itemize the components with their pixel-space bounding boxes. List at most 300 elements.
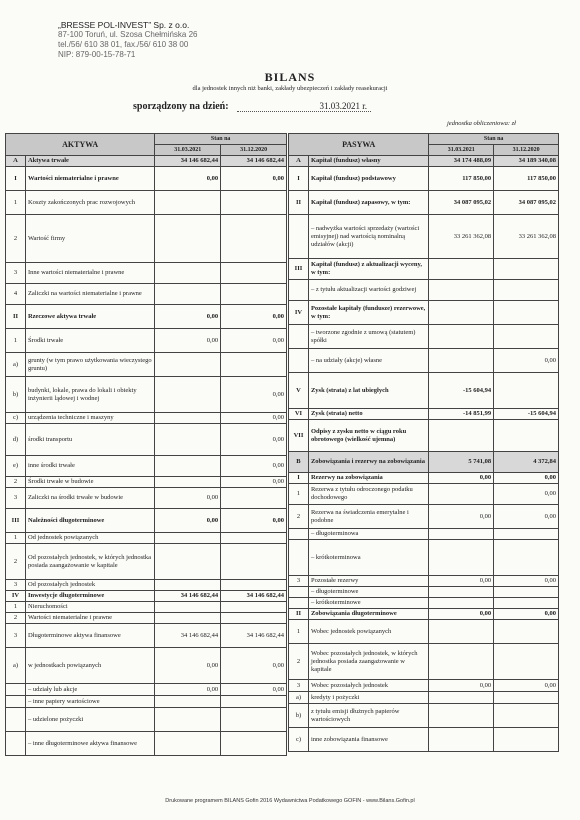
asset-row-label: Inne wartości niematerialne i prawne [25,263,154,284]
asset-row [6,353,287,377]
asset-row-number: c) [6,413,26,424]
liability-row-label: – nadwyżka wartości sprzedaży (wartości emisyjnej) nad wartością nominalną udziałów (akcji) [308,215,428,259]
liability-row-value-current [429,280,494,301]
asset-row-number: e) [6,456,26,477]
asset-row-value-previous [221,708,287,732]
asset-row-value-previous [221,613,287,624]
asset-row-value-previous: 0,00 [221,684,287,696]
asset-row-value-current: 0,00 [155,167,221,191]
liability-row-value-current: -14 851,99 [429,409,494,420]
liability-row-number: V [289,373,309,409]
liability-row-number: 2 [289,505,309,529]
asset-row-value-current [155,263,221,284]
asset-row [6,648,287,684]
liability-row [289,609,559,620]
asset-row-number: 1 [6,602,26,613]
liability-row-value-previous [494,420,559,452]
liability-row [289,587,559,598]
liability-row-value-current [429,420,494,452]
liability-row-value-current: -15 604,94 [429,373,494,409]
asset-row-label: inne środki trwałe [25,456,154,477]
asset-row-label: Od jednostek powiązanych [25,533,154,544]
asset-row-label: Inwestycje długoterminowe [25,591,154,602]
asset-row-number [6,708,26,732]
asset-row-value-previous: 0,00 [221,648,287,684]
liability-row-number [289,215,309,259]
asset-row-value-previous [221,353,287,377]
liability-row-value-current [429,259,494,280]
asset-row [6,533,287,544]
asset-row [6,167,287,191]
liability-row-value-previous: 0,00 [494,680,559,692]
asset-row-label: środki transportu [25,424,154,456]
liability-row-value-current: 5 741,08 [429,452,494,473]
document-subtitle: dla jednostek innych niż banki, zakłady ubezpieczeń i zakłady reasekuracji [192,85,388,92]
asset-row-value-previous: 0,00 [221,456,287,477]
liability-row-value-previous: 34 087 095,02 [494,191,559,215]
asset-row [6,624,287,648]
asset-row-number: 1 [6,533,26,544]
liability-row-value-previous [494,692,559,704]
liability-row [289,409,559,420]
liability-row-value-previous [494,644,559,680]
liability-row-label: – z tytułu aktualizacji wartości godziwej [308,280,428,301]
company-address: 87-100 Toruń, ul. Szosa Chełmińska 26 [58,30,198,39]
asset-row-number: 2 [6,215,26,263]
company-nip: NIP: 879-00-15-78-71 [58,50,136,59]
units-note: jednostka obliczeniowa: zł [447,120,516,127]
liability-row-number [289,280,309,301]
asset-row-value-current: 0,00 [155,488,221,509]
asset-row-value-previous [221,696,287,708]
liability-row [289,728,559,752]
asset-row-label: w jednostkach powiązanych [25,648,154,684]
asset-row-value-current [155,456,221,477]
asset-row-value-current [155,580,221,591]
liability-row-value-previous [494,529,559,540]
asset-row-label: urządzenia techniczne i maszyny [25,413,154,424]
liability-row-value-current: 0,00 [429,576,494,587]
asset-row-number: b) [6,377,26,413]
liability-row [289,420,559,452]
asset-row-number: III [6,509,26,533]
asset-row-value-current: 0,00 [155,648,221,684]
liability-row-number [289,349,309,373]
asset-row-number: 1 [6,329,26,353]
asset-row-value-current [155,602,221,613]
asset-row [6,580,287,591]
liability-row-label: kredyty i pożyczki [308,692,428,704]
asset-row-label: grunty (w tym prawo użytkowania wieczystego gruntu) [25,353,154,377]
liability-row-label: z tytułu emisji dłużnych papierów wartościowych [308,704,428,728]
asset-row-value-current: 0,00 [155,509,221,533]
asset-row [6,305,287,329]
liability-row-value-current [429,349,494,373]
liability-row-number: II [289,191,309,215]
asset-row-value-current: 0,00 [155,684,221,696]
asset-row-value-previous: 0,00 [221,477,287,488]
asset-row-number: A [6,156,26,167]
liability-row [289,576,559,587]
liability-row-value-current: 34 174 488,09 [429,156,494,167]
asset-row-number: 3 [6,624,26,648]
liability-row [289,620,559,644]
asset-row-value-current: 34 146 682,44 [155,156,221,167]
liability-row-value-previous [494,704,559,728]
liability-row-number [289,598,309,609]
liability-row-label: Zobowiązania długoterminowe [308,609,428,620]
asset-row-label: Należności długoterminowe [25,509,154,533]
liability-row-label: Pozostałe rezerwy [308,576,428,587]
liability-row-label: Wobec pozostałych jednostek, w których jednostka posiada zaangażowanie w kapitale [308,644,428,680]
date-label: sporządzony na dzień: [133,101,229,112]
asset-row-value-current [155,696,221,708]
liability-row-number: 1 [289,620,309,644]
asset-row-value-previous [221,191,287,215]
asset-row [6,413,287,424]
liability-row-value-previous [494,259,559,280]
liability-row-value-previous [494,728,559,752]
asset-row-value-previous [221,263,287,284]
asset-row-number: 3 [6,580,26,591]
liability-row-value-current [429,540,494,576]
asset-row-label: – inne długoterminowe aktywa finansowe [25,732,154,756]
liability-row-value-current: 0,00 [429,505,494,529]
liability-row-label: Wobec jednostek powiązanych [308,620,428,644]
liability-row-value-previous [494,587,559,598]
asset-row-label: Od pozostałych jednostek [25,580,154,591]
asset-row-label: Od pozostałych jednostek, w których jednostka posiada zaangażowanie w kapitale [25,544,154,580]
liability-row-value-current: 0,00 [429,680,494,692]
liabilities-stan-header: Stan na [429,134,559,145]
liability-row-value-current [429,301,494,325]
asset-row-value-current [155,284,221,305]
liability-row-value-previous [494,301,559,325]
asset-row-value-previous [221,732,287,756]
liability-row-value-previous: 0,00 [494,484,559,505]
asset-row-label: Wartość firmy [25,215,154,263]
liability-row [289,505,559,529]
liability-row-number: A [289,156,309,167]
company-phone: tel./56/ 610 38 01, fax./56/ 610 38 00 [58,40,189,49]
asset-row-value-current [155,413,221,424]
liability-row-label: Wobec pozostałych jednostek [308,680,428,692]
asset-row-value-previous: 34 146 682,44 [221,591,287,602]
asset-row-value-previous [221,533,287,544]
asset-row [6,544,287,580]
asset-row-value-current: 0,00 [155,305,221,329]
liability-row [289,529,559,540]
asset-row-value-current [155,477,221,488]
liability-row-number: I [289,167,309,191]
asset-row-value-current [155,191,221,215]
asset-row-label: Środki trwałe [25,329,154,353]
liability-row-number: b) [289,704,309,728]
asset-row [6,284,287,305]
asset-row-label: Nieruchomości [25,602,154,613]
liability-row-label: inne zobowiązania finansowe [308,728,428,752]
asset-row-value-previous: 0,00 [221,167,287,191]
asset-row [6,732,287,756]
liability-row-number [289,587,309,598]
liability-row-number [289,325,309,349]
asset-row-value-previous: 0,00 [221,424,287,456]
asset-row-label: Długoterminowe aktywa finansowe [25,624,154,648]
asset-row-value-current: 34 146 682,44 [155,591,221,602]
liability-row-number: a) [289,692,309,704]
asset-row [6,509,287,533]
liability-row-value-current: 33 261 362,08 [429,215,494,259]
liability-row-value-previous [494,620,559,644]
liability-row-value-current: 0,00 [429,473,494,484]
liability-row-value-current [429,529,494,540]
liability-row-value-current [429,704,494,728]
liability-row [289,301,559,325]
liability-row-value-previous [494,280,559,301]
asset-row-value-previous: 0,00 [221,413,287,424]
liability-row-value-current [429,587,494,598]
liability-row [289,373,559,409]
asset-row-label: Wartości niematerialne i prawne [25,613,154,624]
liability-row-label: Zysk (strata) netto [308,409,428,420]
liability-row [289,280,559,301]
asset-row-label: Środki trwałe w budowie [25,477,154,488]
liability-row-value-current [429,484,494,505]
asset-row-value-current [155,215,221,263]
asset-row [6,329,287,353]
asset-row-number: 2 [6,477,26,488]
liability-row-label: Rezerwy na zobowiązania [308,473,428,484]
asset-row-number: 3 [6,263,26,284]
asset-row-value-current [155,708,221,732]
liability-row [289,644,559,680]
company-name: „BRESSE POL-INVEST” Sp. z o.o. [58,20,190,30]
liability-row [289,473,559,484]
liability-row-value-previous: 117 850,00 [494,167,559,191]
asset-row [6,708,287,732]
liability-row-number [289,540,309,576]
liability-row-number: I [289,473,309,484]
asset-row-value-current: 34 146 682,44 [155,624,221,648]
asset-row [6,456,287,477]
asset-row-number: I [6,167,26,191]
liability-row-value-previous: 0,00 [494,505,559,529]
liability-row-value-previous: 0,00 [494,349,559,373]
asset-row-label: Zaliczki na wartości niematerialne i prawne [25,284,154,305]
liabilities-date-2: 31.12.2020 [494,145,559,156]
asset-row-label: Koszty zakończonych prac rozwojowych [25,191,154,215]
liability-row-number: c) [289,728,309,752]
liability-row [289,680,559,692]
liability-row [289,156,559,167]
asset-row-value-previous [221,488,287,509]
asset-row-number: 2 [6,544,26,580]
asset-row-value-previous: 34 146 682,44 [221,624,287,648]
asset-row-number: IV [6,591,26,602]
asset-row-number: d) [6,424,26,456]
liability-row-number: 3 [289,680,309,692]
liability-row-label: Rezerwa na świadczenia emerytalne i podobne [308,505,428,529]
liability-row-label: – długoterminowe [308,587,428,598]
asset-row-value-previous: 0,00 [221,329,287,353]
asset-row [6,591,287,602]
asset-row-label: Aktywa trwałe [25,156,154,167]
liability-row-label: Rezerwa z tytułu odroczonego podatku dochodowego [308,484,428,505]
liability-row-number: II [289,609,309,620]
asset-row [6,377,287,413]
footer-note: Drukowane programem BILANS Gofin 2016 Wydawnictwa Podatkowego GOFIN - www.Bilans.Gofin.pl [165,798,415,804]
asset-row-label: – udzielone pożyczki [25,708,154,732]
liability-row-number: III [289,259,309,280]
asset-row-value-current [155,353,221,377]
asset-row-number: 4 [6,284,26,305]
asset-row [6,191,287,215]
asset-row [6,696,287,708]
liability-row-label: Kapitał (fundusz) z aktualizacji wyceny, w tym: [308,259,428,280]
asset-row-value-previous [221,544,287,580]
asset-row-label: budynki, lokale, prawa do lokali i obiekty inżynierii lądowej i wodnej [25,377,154,413]
asset-row [6,215,287,263]
asset-row [6,613,287,624]
liability-row-value-previous [494,325,559,349]
liability-row-value-previous: 4 372,84 [494,452,559,473]
liability-row-label: Pozostałe kapitały (fundusze) rezerwowe, w tym: [308,301,428,325]
liability-row [289,704,559,728]
liability-row [289,452,559,473]
liability-row [289,325,559,349]
liability-row-value-previous: 0,00 [494,609,559,620]
liability-row [289,540,559,576]
liability-row-label: Kapitał (fundusz) własny [308,156,428,167]
liability-row-value-previous: 33 261 362,08 [494,215,559,259]
liabilities-date-1: 31.03.2021 [429,145,494,156]
liabilities-table [288,133,559,752]
asset-row-label: – udziały lub akcje [25,684,154,696]
liability-row-label: – krótkoterminowa [308,540,428,576]
asset-row-value-previous [221,284,287,305]
asset-row-value-previous [221,602,287,613]
assets-date-1: 31.03.2021 [155,145,221,156]
asset-row-label: Zaliczki na środki trwałe w budowie [25,488,154,509]
liability-row-value-previous [494,373,559,409]
date-value: 31.03.2021 r. [237,101,371,112]
liability-row-label: – tworzone zgodnie z umową (statutem) spółki [308,325,428,349]
asset-row-value-current [155,377,221,413]
liability-row-value-current [429,644,494,680]
liability-row-label: Kapitał (fundusz) podstawowy [308,167,428,191]
assets-stan-header: Stan na [155,134,287,145]
asset-row-value-current [155,533,221,544]
asset-row [6,684,287,696]
asset-row-label: Wartości niematerialne i prawne [25,167,154,191]
liability-row-value-previous [494,540,559,576]
liability-row-value-current [429,692,494,704]
liability-row [289,692,559,704]
asset-row-value-current: 0,00 [155,329,221,353]
liability-row-value-current [429,598,494,609]
liability-row-value-current: 0,00 [429,609,494,620]
liability-row-number: 1 [289,484,309,505]
asset-row-value-current [155,732,221,756]
asset-row-number: II [6,305,26,329]
liability-row-value-previous: 0,00 [494,576,559,587]
liability-row-number: IV [289,301,309,325]
asset-row-value-current [155,544,221,580]
asset-row-label: – inne papiery wartościowe [25,696,154,708]
liability-row-label: Zysk (strata) z lat ubiegłych [308,373,428,409]
liability-row-label: – na udziały (akcje) własne [308,349,428,373]
liability-row-value-current: 117 850,00 [429,167,494,191]
asset-row [6,263,287,284]
liabilities-header: PASYWA [289,134,429,156]
document-title: BILANS [264,70,316,84]
assets-table [5,133,287,756]
asset-row-number [6,684,26,696]
assets-date-2: 31.12.2020 [221,145,287,156]
liability-row-label: – długoterminowa [308,529,428,540]
liability-row-value-previous: 34 189 340,08 [494,156,559,167]
liability-row-label: Zobowiązania i rezerwy na zobowiązania [308,452,428,473]
asset-row-number: a) [6,353,26,377]
liability-row [289,598,559,609]
liability-row-value-current [429,728,494,752]
liability-row-number: VII [289,420,309,452]
liability-row-number: 2 [289,644,309,680]
asset-row-value-previous [221,215,287,263]
liability-row-number: 3 [289,576,309,587]
asset-row-number [6,732,26,756]
liability-row [289,167,559,191]
liability-row-value-current [429,620,494,644]
liability-row [289,215,559,259]
liability-row [289,484,559,505]
asset-row-value-current [155,424,221,456]
asset-row-label: Rzeczowe aktywa trwałe [25,305,154,329]
asset-row-number: 3 [6,488,26,509]
assets-header: AKTYWA [6,134,155,156]
asset-row-number: 2 [6,613,26,624]
asset-row [6,602,287,613]
liability-row-value-previous [494,598,559,609]
asset-row [6,156,287,167]
liability-row [289,349,559,373]
asset-row [6,488,287,509]
asset-row [6,424,287,456]
liability-row-number [289,529,309,540]
liability-row-value-current: 34 087 095,02 [429,191,494,215]
asset-row-value-current [155,613,221,624]
asset-row-value-previous: 0,00 [221,377,287,413]
liability-row-value-previous: 0,00 [494,473,559,484]
liability-row-label: Odpisy z zysku netto w ciągu roku obrotowego (wielkość ujemna) [308,420,428,452]
liability-row [289,259,559,280]
company-header [58,20,198,60]
date-line [133,101,371,112]
liability-row-label: – krótkoterminowe [308,598,428,609]
liability-row [289,191,559,215]
asset-row-number: a) [6,648,26,684]
asset-row-number [6,696,26,708]
liability-row-value-previous: -15 604,94 [494,409,559,420]
asset-row-value-previous: 0,00 [221,509,287,533]
asset-row-value-previous: 0,00 [221,305,287,329]
liability-row-label: Kapitał (fundusz) zapasowy, w tym: [308,191,428,215]
asset-row-value-previous: 34 146 682,44 [221,156,287,167]
liability-row-value-current [429,325,494,349]
asset-row [6,477,287,488]
liability-row-number: VI [289,409,309,420]
asset-row-value-previous [221,580,287,591]
